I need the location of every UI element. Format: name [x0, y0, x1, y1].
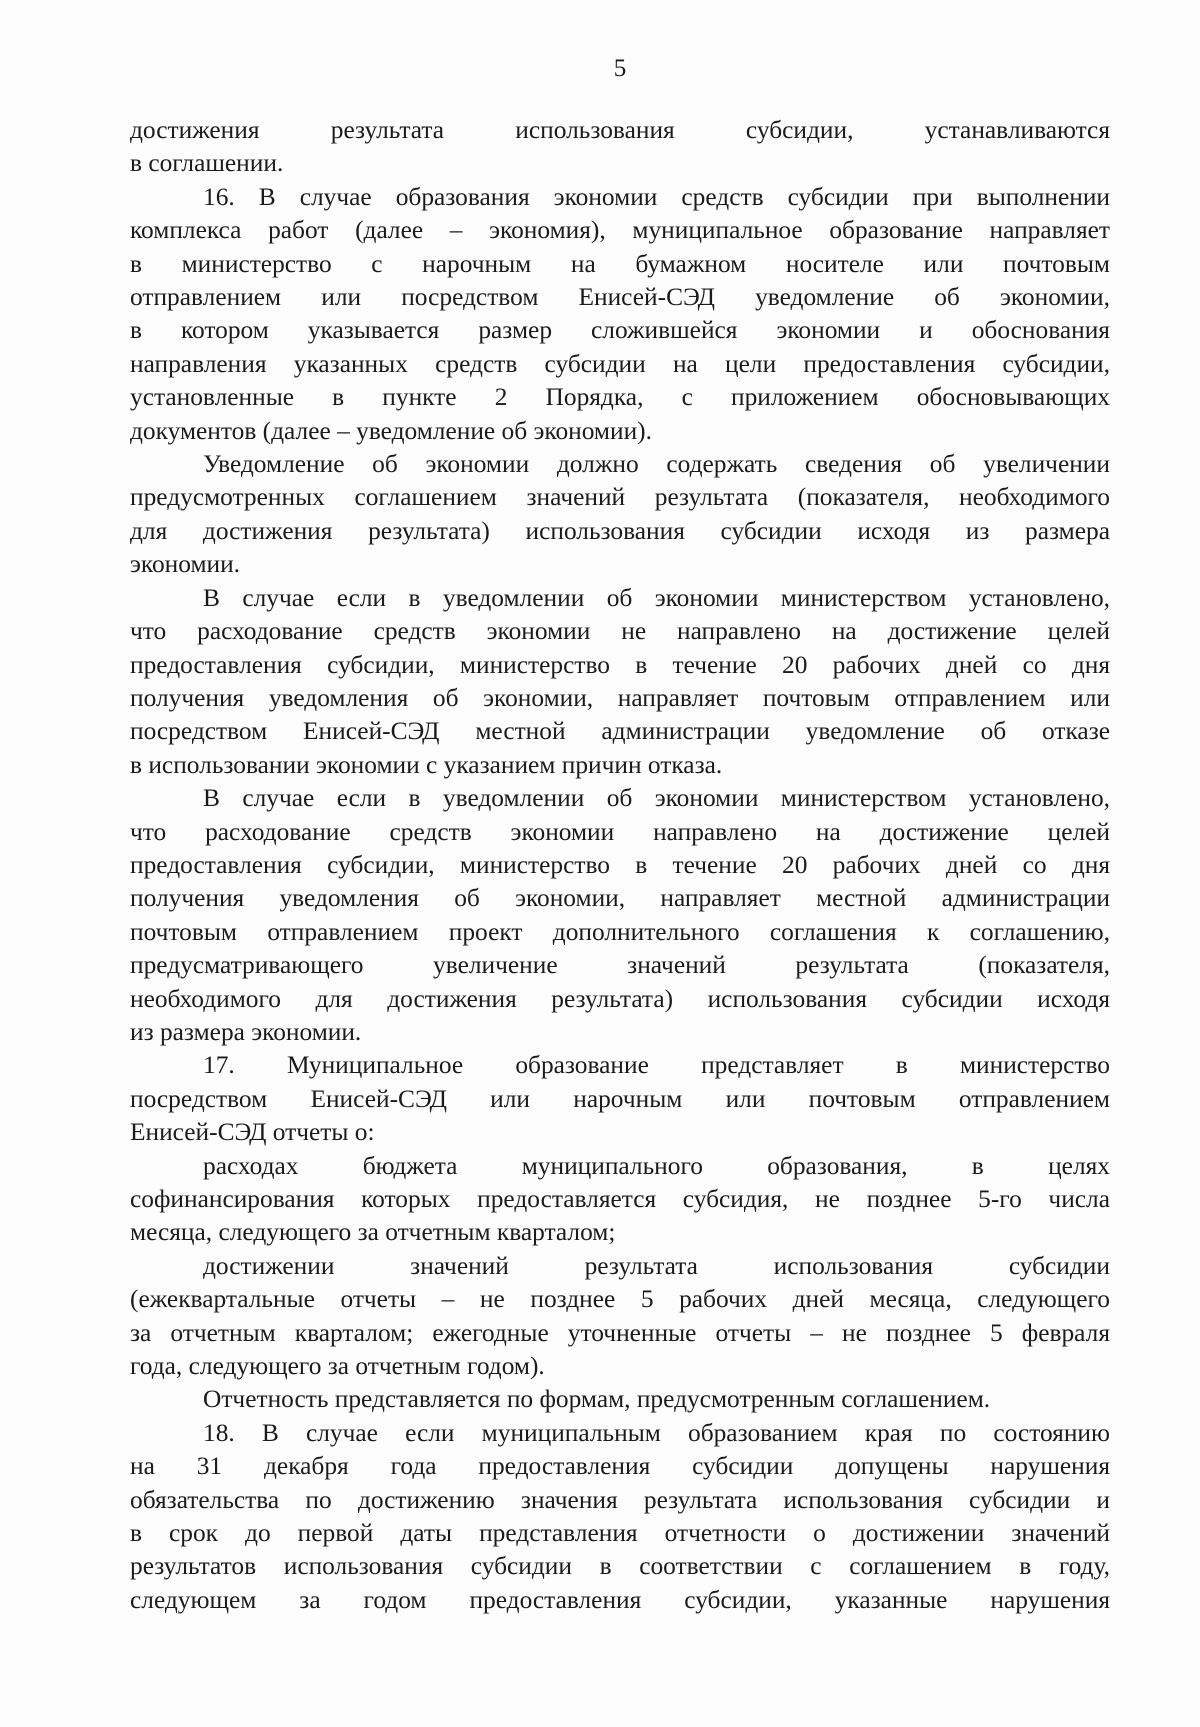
text-line: документов (далее – уведомление об экономии).	[130, 416, 652, 445]
text-line: предоставления субсидии, министерство в течение 20 рабочих дней со дня	[130, 850, 1110, 879]
text-line: софинансирования которых предоставляется субсидия, не позднее 5-го числа	[130, 1185, 1110, 1213]
text-line: достижения результата использования субсидии, устанавливаются	[130, 116, 1110, 144]
text-line: (ежеквартальные отчеты – не позднее 5 рабочих дней месяца, следующего	[130, 1285, 1110, 1314]
text-line: посредством Енисей-СЭД местной администрации уведомление об отказе	[130, 717, 1110, 746]
text-line: предоставления субсидии, министерство в течение 20 рабочих дней со дня	[130, 650, 1110, 679]
paragraph-p17c	[130, 1383, 1110, 1416]
text-line: за отчетным кварталом; ежегодные уточненные отчеты – не позднее 5 февраля	[130, 1318, 1110, 1347]
text-line: месяца, следующего за отчетным кварталом;	[130, 1218, 616, 1247]
text-line: получения уведомления об экономии, направляет почтовым отправлением или	[130, 683, 1110, 712]
text-line: в котором указывается размер сложившейся экономии и обоснования	[130, 316, 1110, 345]
text-line: на 31 декабря года предоставления субсидии допущены нарушения	[130, 1452, 1110, 1481]
text-line: что расходование средств экономии направлено на достижение целей	[130, 817, 1110, 846]
text-line: в использовании экономии с указанием причин отказа.	[130, 750, 723, 779]
text-line: года, следующего за отчетным годом).	[130, 1352, 545, 1381]
text-line: обязательства по достижению значения результата использования субсидии и	[130, 1485, 1110, 1514]
document-body	[130, 114, 1110, 1617]
paragraph-p18	[130, 1417, 1110, 1617]
paragraph-p0	[130, 114, 1110, 181]
text-line: следующем за годом предоставления субсидии, указанные нарушения	[130, 1585, 1110, 1614]
text-line: 17. Муниципальное образование представляет в министерство	[203, 1051, 1110, 1080]
text-line: Уведомление об экономии должно содержать сведения об увеличении	[203, 450, 1110, 479]
text-line: что расходование средств экономии не направлено на достижение целей	[130, 617, 1110, 646]
text-line: предусматривающего увеличение значений результата (показателя,	[130, 951, 1110, 980]
text-line: отправлением или посредством Енисей-СЭД уведомление об экономии,	[130, 283, 1110, 312]
text-line: почтовым отправлением проект дополнительного соглашения к соглашению,	[130, 917, 1110, 946]
text-line: Отчетность представляется по формам, предусмотренным соглашением.	[203, 1385, 991, 1414]
text-line: для достижения результата) использования субсидии исходя из размера	[130, 516, 1110, 545]
text-line: экономии.	[130, 550, 241, 579]
text-line: получения уведомления об экономии, направляет местной администрации	[130, 884, 1110, 913]
text-line: предусмотренных соглашением значений результата (показателя, необходимого	[130, 483, 1110, 512]
paragraph-p17	[130, 1049, 1110, 1149]
text-line: В случае если в уведомлении об экономии министерством установлено,	[203, 784, 1110, 813]
text-line: направления указанных средств субсидии на цели предоставления субсидии,	[130, 349, 1110, 378]
text-line: посредством Енисей-СЭД или нарочным или почтовым отправлением	[130, 1084, 1110, 1113]
paragraph-p16d	[130, 782, 1110, 1049]
text-line: из размера экономии.	[130, 1017, 362, 1046]
text-line: необходимого для достижения результата) использования субсидии исходя	[130, 984, 1110, 1013]
text-line: установленные в пункте 2 Порядка, с приложением обосновывающих	[130, 383, 1110, 412]
text-line: 16. В случае образования экономии средств субсидии при выполнении	[203, 182, 1110, 211]
text-line: результатов использования субсидии в соответствии с соглашением в году,	[130, 1552, 1110, 1581]
text-line: комплекса работ (далее – экономия), муниципальное образование направляет	[130, 216, 1110, 245]
text-line: в срок до первой даты представления отчетности о достижении значений	[130, 1519, 1110, 1548]
text-line: В случае если в уведомлении об экономии министерством установлено,	[203, 583, 1110, 612]
text-line: Енисей-СЭД отчеты о:	[130, 1118, 375, 1147]
paragraph-p16c	[130, 582, 1110, 782]
text-line: достижении значений результата использования субсидии	[203, 1251, 1110, 1280]
page-number: 5	[613, 55, 627, 82]
text-line: в министерство с нарочным на бумажном носителе или почтовым	[130, 249, 1110, 278]
text-line: расходах бюджета муниципального образования, в целях	[203, 1151, 1110, 1180]
paragraph-p17b	[130, 1250, 1110, 1384]
text-line: 18. В случае если муниципальным образованием края по состоянию	[203, 1418, 1110, 1447]
text-line: в соглашении.	[130, 149, 284, 178]
paragraph-p16	[130, 181, 1110, 448]
paragraph-p16b	[130, 448, 1110, 582]
paragraph-p17a	[130, 1150, 1110, 1250]
